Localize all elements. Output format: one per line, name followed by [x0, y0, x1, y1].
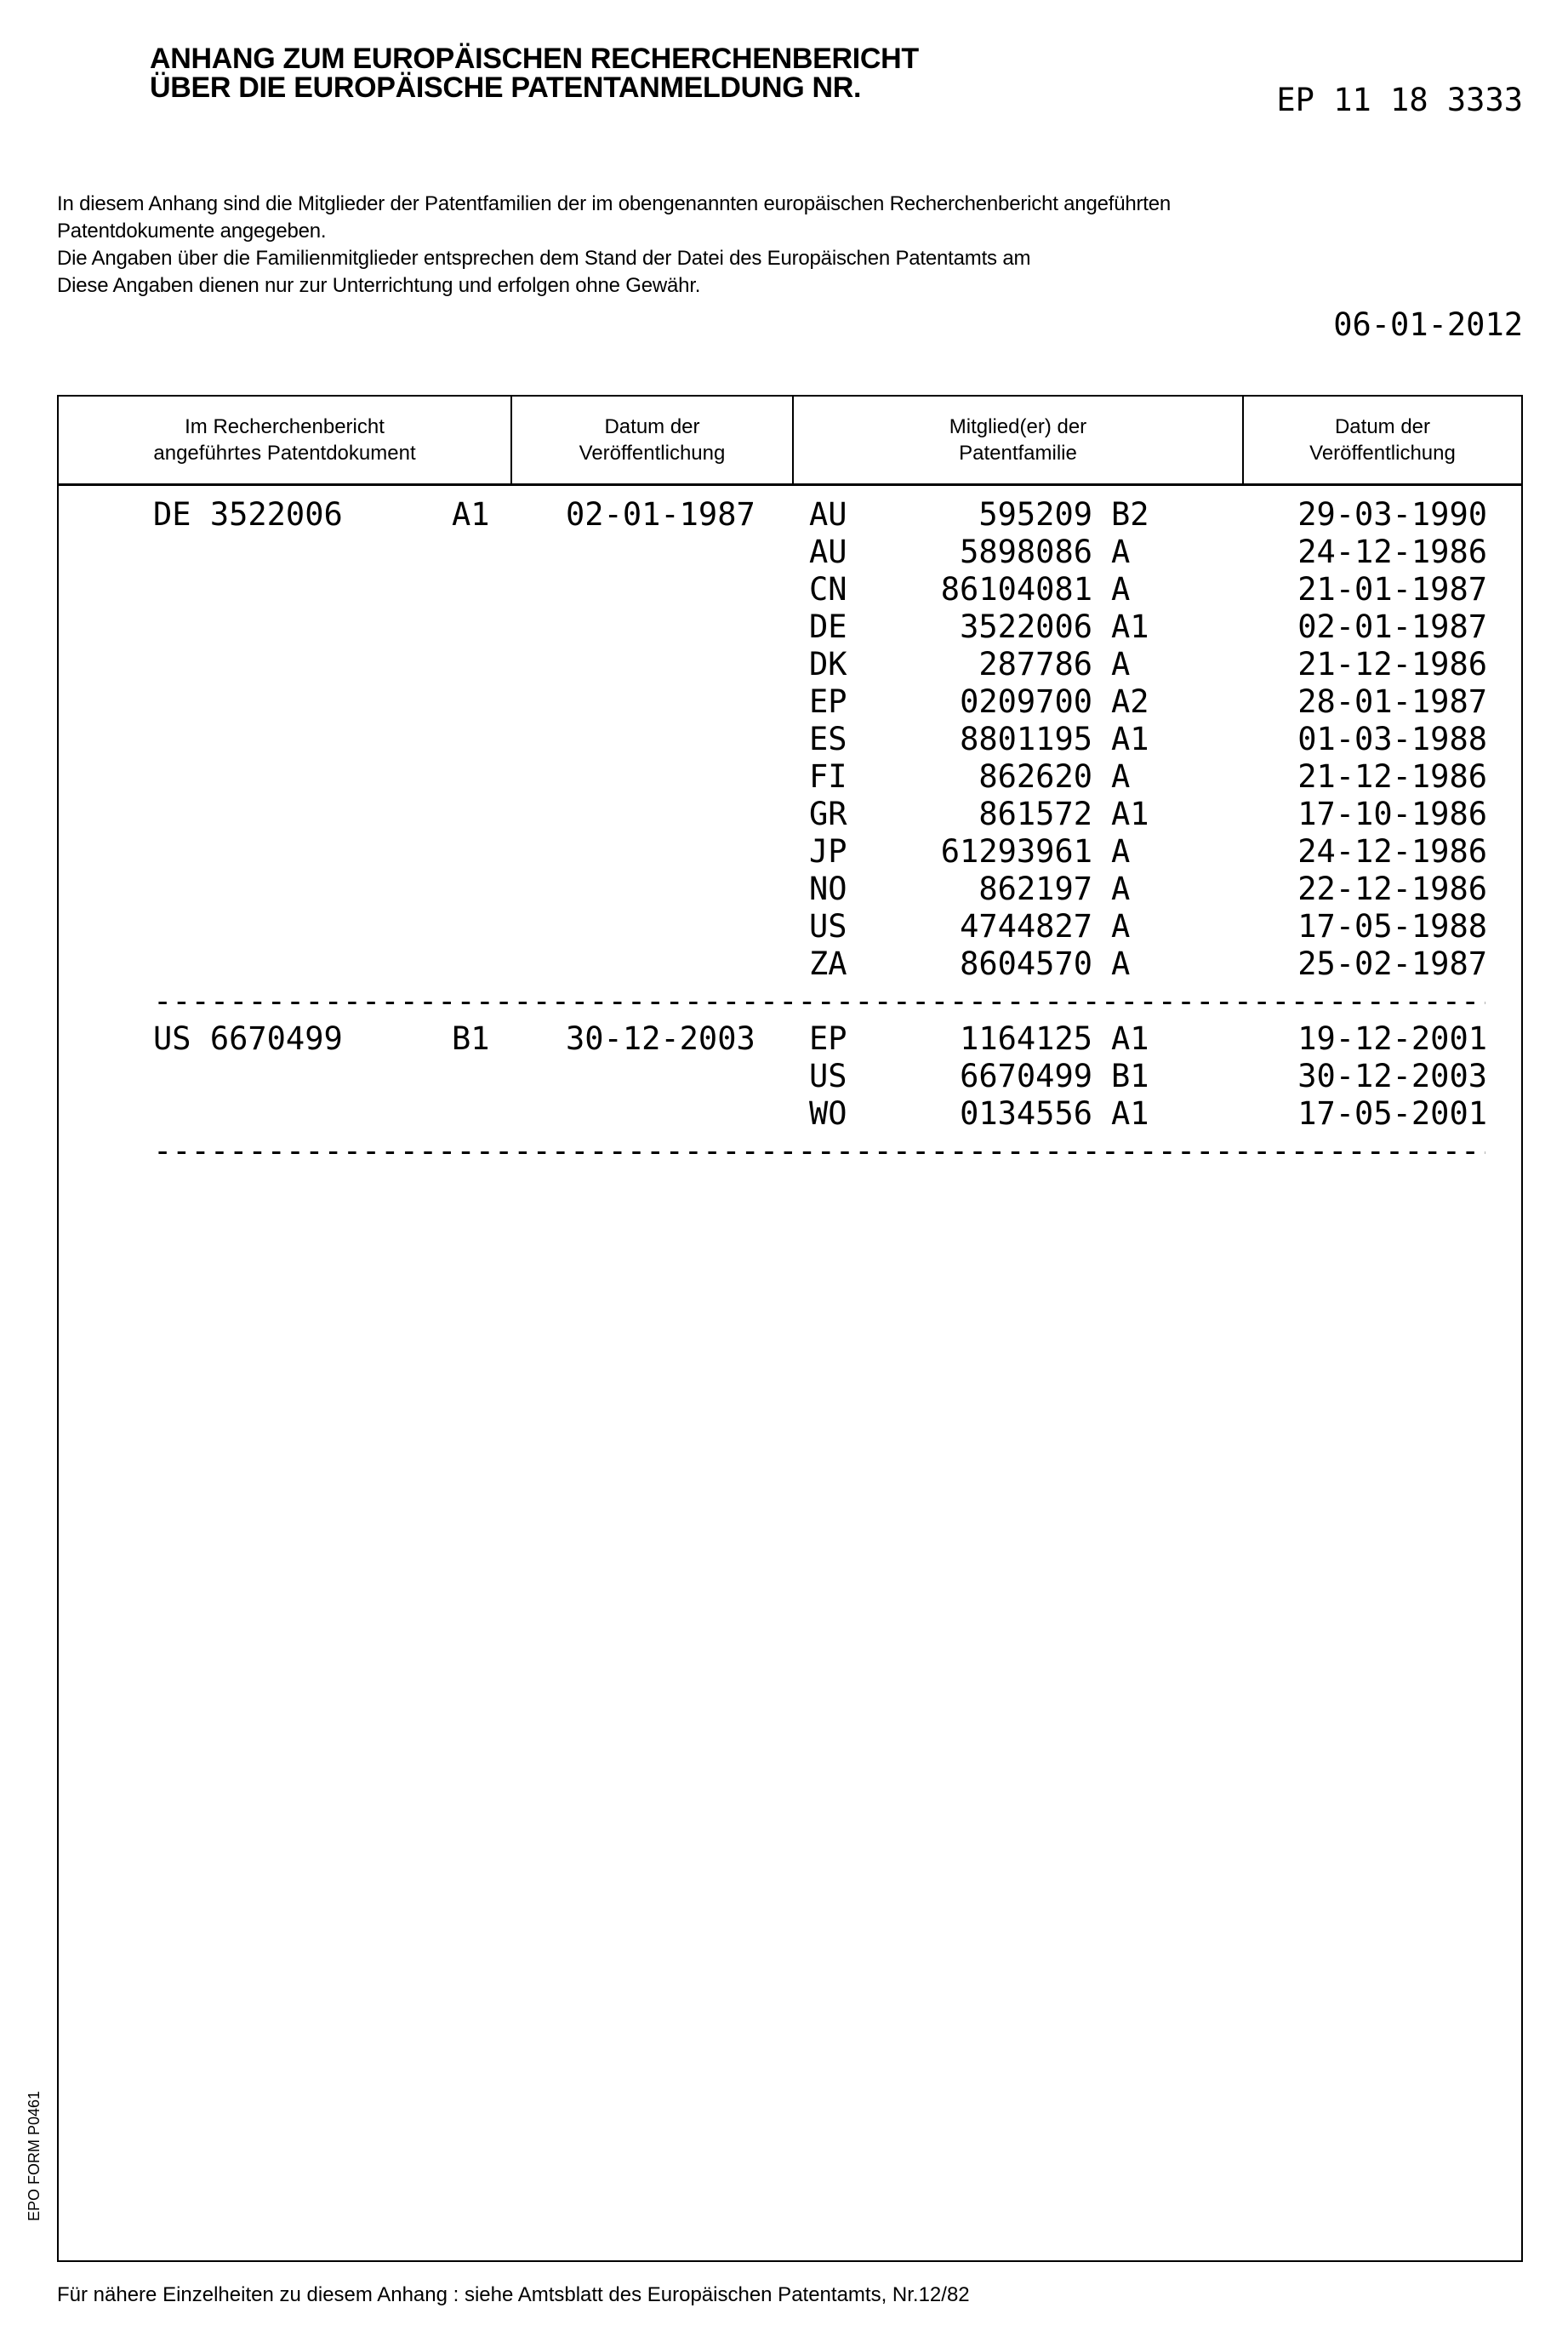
member-date: 21-12-1986: [1297, 758, 1487, 796]
table-row: [0, 496, 1568, 534]
cited-kind: A1: [452, 496, 490, 534]
table-row: [0, 683, 1568, 721]
member-country: AU: [809, 534, 847, 571]
table-row: [0, 758, 1568, 796]
table-row: [0, 646, 1568, 683]
member-number: 595209: [978, 496, 1092, 534]
member-kind: A1: [1111, 1095, 1149, 1133]
member-date: 01-03-1988: [1297, 721, 1487, 758]
intro-line: Patentdokumente angegeben.: [57, 218, 1171, 245]
footer-note: Für nähere Einzelheiten zu diesem Anhang : siehe Amtsblatt des Europäischen Patentamts, Nr.12/82: [57, 2283, 970, 2307]
header-member-date: [1244, 397, 1521, 483]
member-date: 02-01-1987: [1297, 608, 1487, 646]
table-row: [0, 1095, 1568, 1133]
member-kind: A1: [1111, 796, 1149, 833]
table-row: [0, 1020, 1568, 1058]
member-date: 29-03-1990: [1297, 496, 1487, 534]
header-text: Im Recherchenbericht: [153, 414, 415, 440]
member-country: ZA: [809, 945, 847, 983]
member-number: 5898086: [960, 534, 1092, 571]
member-number: 8604570: [960, 945, 1092, 983]
intro-line: Diese Angaben dienen nur zur Unterrichtung und erfolgen ohne Gewähr.: [57, 272, 1171, 300]
header-text: Veröffentlichung: [1309, 440, 1456, 466]
header-cited-document: [59, 397, 510, 483]
member-country: US: [809, 908, 847, 945]
intro-line: Die Angaben über die Familienmitglieder entsprechen dem Stand der Datei des Europäischen Patentamts am: [57, 245, 1171, 272]
title-line-2: ÜBER DIE EUROPÄISCHE PATENTANMELDUNG NR.: [150, 73, 919, 102]
intro-line: In diesem Anhang sind die Mitglieder der Patentfamilien der im obengenannten europäischen Recherchenbericht angeführten: [57, 191, 1171, 218]
member-country: AU: [809, 496, 847, 534]
form-label: EPO FORM P0461: [26, 2091, 43, 2221]
member-kind: A1: [1111, 608, 1149, 646]
header-text: Patentfamilie: [949, 440, 1086, 466]
header-text: angeführtes Patentdokument: [153, 440, 415, 466]
header-family-members: [794, 397, 1242, 483]
member-kind: A1: [1111, 1020, 1149, 1058]
header-text: Mitglied(er) der: [949, 414, 1086, 440]
member-number: 0134556: [960, 1095, 1092, 1133]
member-country: WO: [809, 1095, 847, 1133]
member-country: US: [809, 1058, 847, 1095]
member-number: 86104081: [941, 571, 1092, 608]
member-country: EP: [809, 683, 847, 721]
member-kind: A: [1111, 534, 1130, 571]
member-date: 24-12-1986: [1297, 534, 1487, 571]
member-kind: A: [1111, 571, 1130, 608]
member-country: FI: [809, 758, 847, 796]
table-row: [0, 571, 1568, 608]
member-number: 8801195: [960, 721, 1092, 758]
member-date: 19-12-2001: [1297, 1020, 1487, 1058]
member-number: 1164125: [960, 1020, 1092, 1058]
member-number: 6670499: [960, 1058, 1092, 1095]
header-text: Datum der: [579, 414, 726, 440]
member-country: DE: [809, 608, 847, 646]
group-separator: ------------------------------------------------------------------------: [153, 1133, 1485, 1170]
title-line-1: ANHANG ZUM EUROPÄISCHEN RECHERCHENBERICHT: [150, 44, 919, 73]
member-kind: A2: [1111, 683, 1149, 721]
member-kind: A1: [1111, 721, 1149, 758]
member-date: 22-12-1986: [1297, 871, 1487, 908]
member-date: 21-01-1987: [1297, 571, 1487, 608]
member-kind: B2: [1111, 496, 1149, 534]
member-number: 3522006: [960, 608, 1092, 646]
member-number: 862197: [978, 871, 1092, 908]
member-country: CN: [809, 571, 847, 608]
table-row: [0, 945, 1568, 983]
member-country: ES: [809, 721, 847, 758]
member-kind: A: [1111, 833, 1130, 871]
member-country: GR: [809, 796, 847, 833]
intro-text: [57, 191, 1171, 300]
member-kind: A: [1111, 871, 1130, 908]
application-number: EP 11 18 3333: [1276, 82, 1523, 119]
table-header: [59, 397, 1521, 486]
member-date: 28-01-1987: [1297, 683, 1487, 721]
member-date: 25-02-1987: [1297, 945, 1487, 983]
member-number: 861572: [978, 796, 1092, 833]
table-row: [0, 1058, 1568, 1095]
member-country: EP: [809, 1020, 847, 1058]
table-row: [0, 721, 1568, 758]
member-country: NO: [809, 871, 847, 908]
member-date: 17-05-2001: [1297, 1095, 1487, 1133]
member-date: 24-12-1986: [1297, 833, 1487, 871]
member-date: 30-12-2003: [1297, 1058, 1487, 1095]
header-text: Datum der: [1309, 414, 1456, 440]
table-row: [0, 833, 1568, 871]
page-title: [150, 44, 919, 102]
member-number: 61293961: [941, 833, 1092, 871]
member-country: JP: [809, 833, 847, 871]
table-row: [0, 534, 1568, 571]
member-date: 21-12-1986: [1297, 646, 1487, 683]
header-publication-date: [512, 397, 792, 483]
cited-kind: B1: [452, 1020, 490, 1058]
cited-date: 02-01-1987: [566, 496, 755, 534]
member-date: 17-05-1988: [1297, 908, 1487, 945]
table-row: [0, 796, 1568, 833]
table-row: [0, 871, 1568, 908]
table-row: [0, 908, 1568, 945]
member-kind: A: [1111, 908, 1130, 945]
cited-document: DE 3522006: [153, 496, 343, 534]
member-kind: A: [1111, 945, 1130, 983]
member-country: DK: [809, 646, 847, 683]
member-kind: B1: [1111, 1058, 1149, 1095]
member-number: 862620: [978, 758, 1092, 796]
cited-date: 30-12-2003: [566, 1020, 755, 1058]
member-number: 4744827: [960, 908, 1092, 945]
member-date: 17-10-1986: [1297, 796, 1487, 833]
member-number: 287786: [978, 646, 1092, 683]
member-kind: A: [1111, 758, 1130, 796]
member-kind: A: [1111, 646, 1130, 683]
header-text: Veröffentlichung: [579, 440, 726, 466]
group-separator: ------------------------------------------------------------------------: [153, 983, 1485, 1020]
cited-document: US 6670499: [153, 1020, 343, 1058]
report-date: 06-01-2012: [1333, 306, 1523, 344]
member-number: 0209700: [960, 683, 1092, 721]
table-row: [0, 608, 1568, 646]
